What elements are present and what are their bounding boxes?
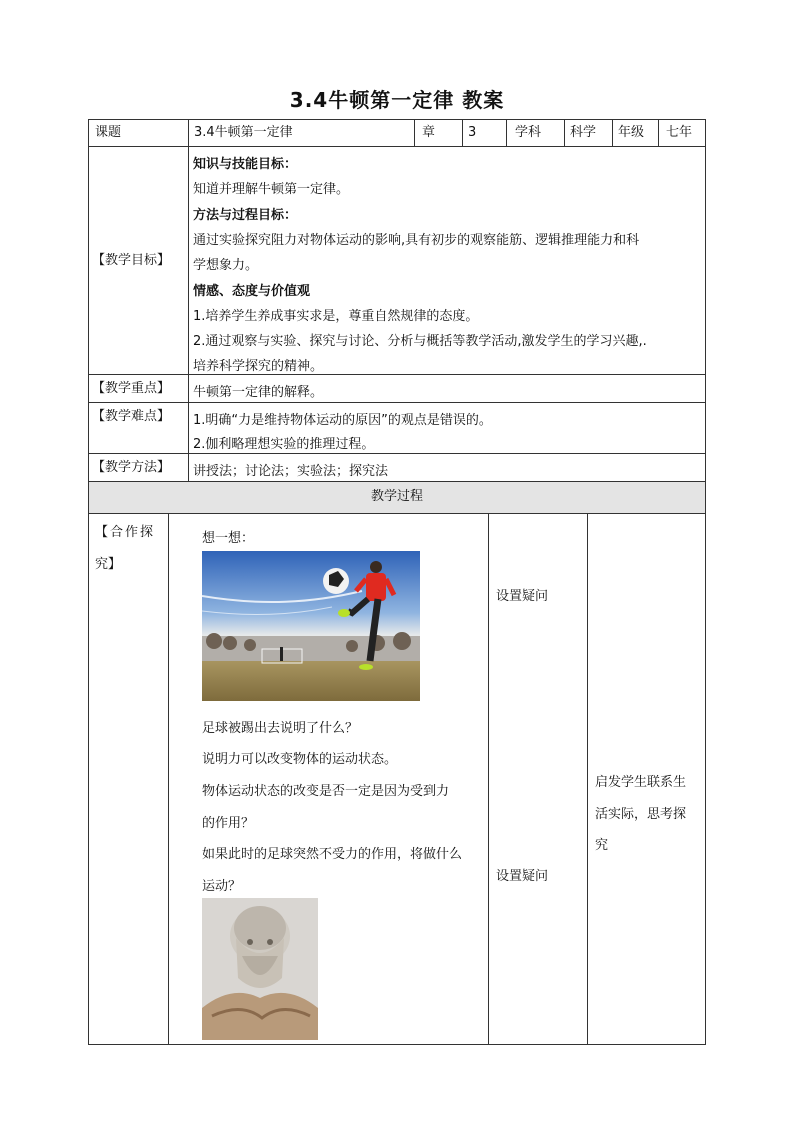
design-intent: 究 (595, 838, 609, 853)
objective-text: 通过实验探究阻力对物体运动的影响,具有初步的观察能筋、逻辑推理能力和科 (193, 233, 640, 248)
grade-value: 七年 (666, 125, 693, 140)
difficulty-text: 2.伽利略理想实验的推理过程。 (193, 437, 375, 452)
lesson-plan-table (88, 119, 706, 1045)
page-title: 3.4牛顿第一定律 教案 (289, 88, 505, 112)
teaching-note: 设置疑问 (496, 589, 549, 604)
chapter-value: 3 (468, 125, 477, 140)
methods-text: 讲授法；讨论法；实验法；探究法 (193, 464, 389, 479)
objective-heading-knowledge: 知识与技能目标： (193, 157, 298, 172)
aristotle-bust-photo (202, 898, 318, 1040)
answer-1: 说明力可以改变物体的运动状态。 (202, 752, 398, 767)
label-course: 课题 (95, 125, 122, 140)
question-3-cont: 运动？ (202, 879, 242, 894)
design-intent: 启发学生联系生 (595, 775, 687, 790)
label-grade: 年级 (618, 125, 645, 140)
question-2-cont: 的作用？ (202, 816, 255, 831)
focus-text: 牛顿第一定律的解释。 (193, 385, 324, 400)
objectives-label: 【教学目标】 (92, 253, 171, 268)
process-label: 【合作探 (95, 525, 156, 540)
question-3: 如果此时的足球突然不受力的作用，将做什么 (202, 847, 463, 862)
football-kick-photo (202, 551, 420, 701)
objective-text: 培养科学探究的精神。 (193, 359, 324, 374)
process-label: 究】 (95, 557, 122, 572)
course-name: 3.4牛顿第一定律 (194, 125, 293, 140)
objective-text: 1.培养学生养成事实求是，尊重自然规律的态度。 (193, 309, 479, 324)
label-subject: 学科 (515, 125, 542, 140)
objective-heading-method: 方法与过程目标： (193, 208, 298, 223)
methods-label: 【教学方法】 (92, 460, 171, 475)
process-header: 教学过程 (370, 489, 423, 504)
question-2: 物体运动状态的改变是否一定是因为受到力 (202, 784, 450, 799)
difficulty-text: 1.明确“力是维持物体运动的原因”的观点是错误的。 (193, 413, 492, 428)
objective-text: 2.通过观察与实验、探究与讨论、分析与概括等教学活动,激发学生的学习兴趣,. (193, 334, 647, 349)
think-prompt: 想一想： (202, 531, 255, 546)
difficulty-label: 【教学难点】 (92, 409, 171, 424)
teaching-note: 设置疑问 (496, 869, 549, 884)
focus-label: 【教学重点】 (92, 381, 171, 396)
objective-text: 学想象力。 (193, 258, 259, 273)
objective-text: 知道并理解牛顿第一定律。 (193, 182, 350, 197)
subject-value: 科学 (570, 125, 597, 140)
label-chapter: 章 (422, 125, 436, 140)
question-1: 足球被踢出去说明了什么？ (202, 721, 359, 736)
design-intent: 活实际，思考探 (595, 807, 687, 822)
objective-heading-attitude: 情感、态度与价值观 (193, 284, 311, 299)
